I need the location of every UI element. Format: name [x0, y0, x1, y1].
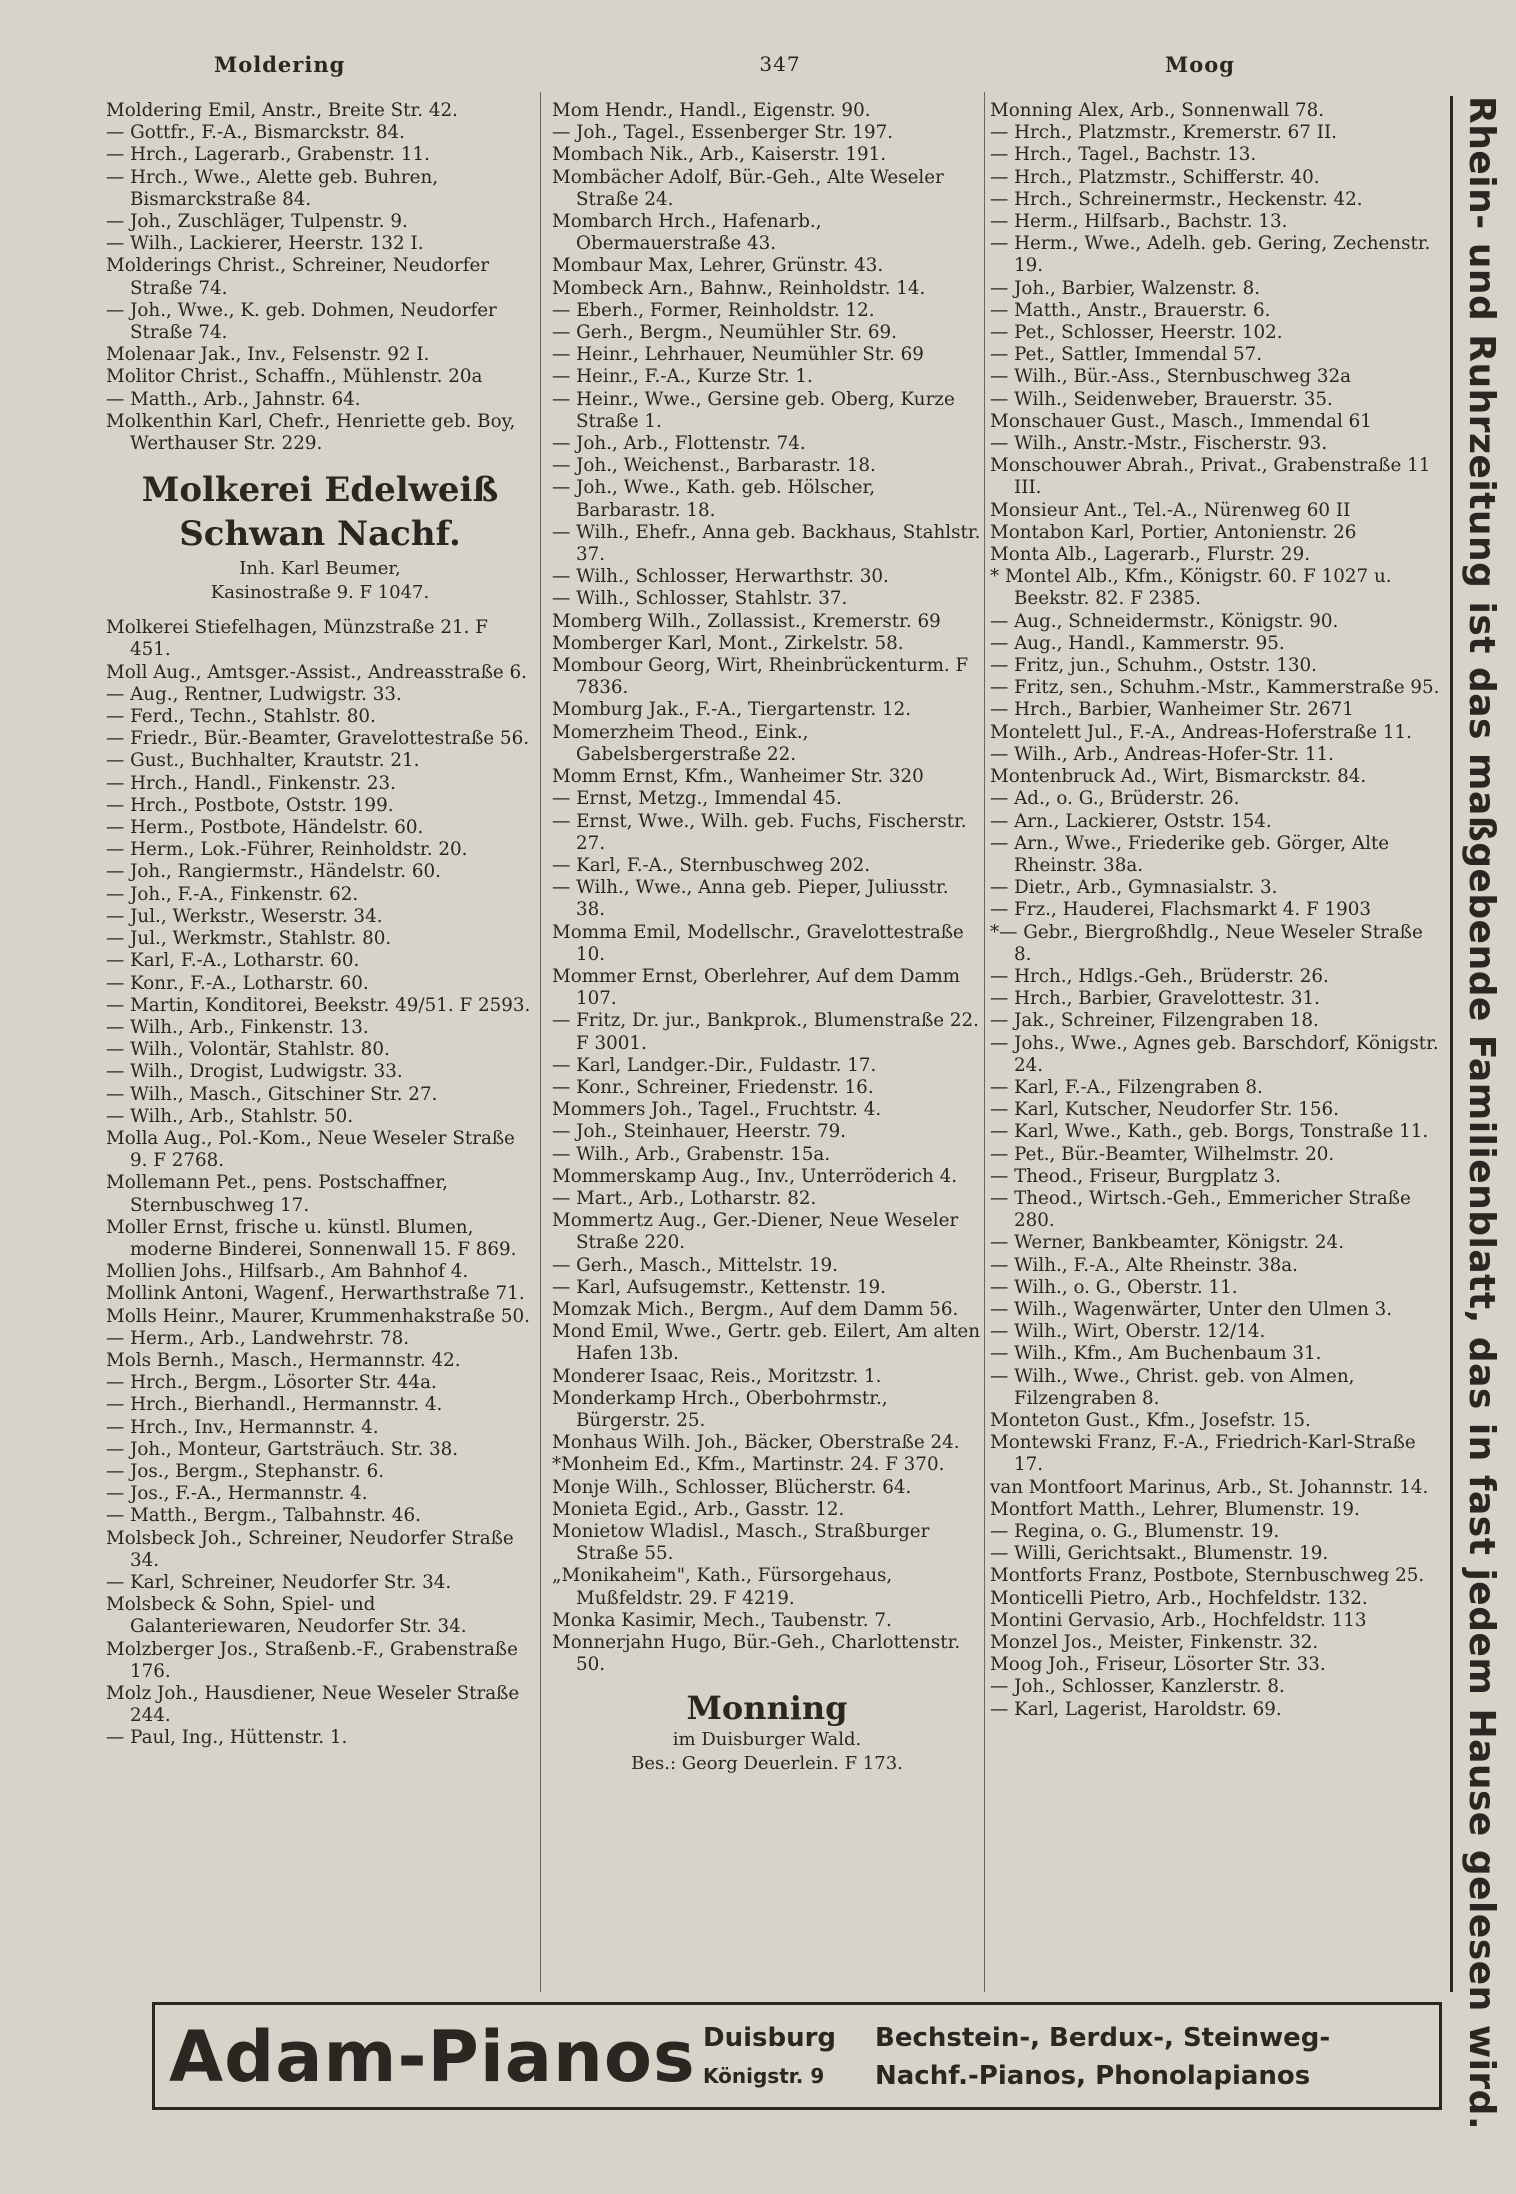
directory-entry: — Heinr., Lehrhauer, Neumühler Str. 69 — [552, 344, 924, 366]
directory-entry: Monieta Egid., Arb., Gasstr. 12. — [552, 1498, 845, 1520]
directory-entry: — Fritz, sen., Schuhm.-Mstr., Kammerstraße 95. — [990, 677, 1440, 699]
directory-entry: Momzak Mich., Bergm., Auf dem Damm 56. — [552, 1298, 959, 1320]
ad-title-1: Molkerei Edelweiß — [141, 470, 499, 511]
directory-entry: Mollink Antoni, Wagenf., Herwarthstraße 71. — [106, 1283, 525, 1305]
directory-entry: — Jos., F.-A., Hermannstr. 4. — [106, 1483, 368, 1505]
directory-entry: Montforts Franz, Postbote, Sternbuschweg 25. — [990, 1565, 1425, 1587]
directory-entry: — Mart., Arb., Lotharstr. 82. — [552, 1187, 817, 1209]
directory-entry: Molz Joh., Hausdiener, Neue Weseler Straße 244. — [106, 1683, 520, 1727]
directory-entry: Mommer Ernst, Oberlehrer, Auf dem Damm 107. — [552, 965, 961, 1010]
directory-entry: — Pet., Sattler, Immendal 57. — [990, 344, 1263, 366]
directory-entry: Mombach Nik., Arb., Kaiserstr. 191. — [552, 144, 887, 166]
directory-entry: Moll Aug., Amtsger.-Assist., Andreasstraße 6. — [106, 661, 527, 683]
directory-entry: — Wilh., Arb., Stahlstr. 50. — [106, 1105, 354, 1127]
directory-entry: — Friedr., Bür.-Beamter, Gravelottestraße 56. — [106, 728, 530, 750]
directory-entry: — Aug., Handl., Kammerstr. 95. — [990, 632, 1285, 654]
directory-entry: Monhaus Wilh. Joh., Bäcker, Oberstraße 24. — [552, 1432, 960, 1454]
directory-entry: — Hrch., Lagerarb., Grabenstr. 11. — [106, 144, 430, 166]
directory-entry: — Joh., Steinhauer, Heerstr. 79. — [552, 1121, 847, 1143]
directory-entry: — Ernst, Wwe., Wilh. geb. Fuchs, Fischerstr. 27. — [552, 810, 967, 854]
directory-entry: — Hrch., Tagel., Bachstr. 13. — [990, 144, 1257, 166]
directory-entry: Monje Wilh., Schlosser, Blücherstr. 64. — [552, 1476, 912, 1498]
directory-entry: — Wilh., Volontär, Stahlstr. 80. — [106, 1039, 390, 1061]
directory-entry: — Karl, Lagerist, Haroldstr. 69. — [990, 1698, 1282, 1720]
directory-entry: — Ad., o. G., Brüderstr. 26. — [990, 788, 1240, 810]
directory-entry: — Hrch., Handl., Finkenstr. 23. — [106, 772, 396, 794]
directory-entry: Montfort Matth., Lehrer, Blumenstr. 19. — [990, 1498, 1360, 1520]
directory-entry: Montini Gervasio, Arb., Hochfeldstr. 113 — [990, 1609, 1367, 1631]
ad-location — [703, 2019, 836, 2095]
directory-entry: Mombaur Max, Lehrer, Grünstr. 43. — [552, 255, 884, 277]
directory-entry: Moog Joh., Friseur, Lösorter Str. 33. — [990, 1654, 1326, 1676]
directory-entry: — Jul., Werkmstr., Stahlstr. 80. — [106, 928, 392, 950]
directory-entry: — Karl, Aufsugemstr., Kettenstr. 19. — [552, 1276, 886, 1298]
directory-entry: — Regina, o. G., Blumenstr. 19. — [990, 1521, 1280, 1542]
directory-entry: — Wilh., Masch., Gitschiner Str. 27. — [106, 1083, 438, 1105]
directory-entry: Monderer Isaac, Reis., Moritzstr. 1. — [552, 1365, 882, 1387]
directory-entry: Molderings Christ., Schreiner, Neudorfer Straße 74. — [106, 255, 490, 299]
directory-entry: — Joh., Arb., Flottenstr. 74. — [552, 433, 806, 455]
directory-entry: — Konr., Schreiner, Friedenstr. 16. — [552, 1076, 874, 1098]
directory-entry: — Willi, Gerichtsakt., Blumenstr. 19. — [990, 1543, 1329, 1565]
directory-entry: — Wilh., Kfm., Am Buchenbaum 31. — [990, 1343, 1322, 1365]
directory-entry: Molzberger Jos., Straßenb.-F., Grabenstraße 176. — [106, 1638, 518, 1682]
ad-line-2: Bes.: Georg Deuerlein. F 173. — [631, 1753, 903, 1775]
directory-entry: — Gerh., Masch., Mittelstr. 19. — [552, 1254, 838, 1276]
ad-products-line-2: Nachf.-Pianos, Phonolapianos — [875, 2061, 1311, 2091]
directory-entry: — Gust., Buchhalter, Krautstr. 21. — [106, 750, 420, 772]
ad-address: Kasinostraße 9. F 1047. — [210, 582, 430, 604]
directory-entry: — Herm., Lok.-Führer, Reinholdstr. 20. — [106, 839, 468, 861]
page-number: 347 — [759, 52, 801, 76]
directory-entry: — Hrch., Platzmstr., Kremerstr. 67 II. — [990, 122, 1337, 144]
directory-entry: Momm Ernst, Kfm., Wanheimer Str. 320 — [552, 766, 924, 788]
directory-entry: — Arn., Wwe., Friederike geb. Görger, Alte Rheinstr. 38a. — [990, 832, 1390, 876]
directory-entry: — Joh., Weichenst., Barbarastr. 18. — [552, 455, 876, 477]
ad-products-line-1: Bechstein-, Berdux-, Steinweg- — [875, 2023, 1331, 2053]
directory-entry: Mommers Joh., Tagel., Fruchtstr. 4. — [552, 1099, 882, 1121]
directory-entry: Mond Emil, Wwe., Gertr. geb. Eilert, Am alten Hafen 13b. — [552, 1321, 981, 1365]
directory-entry: — Jos., Bergm., Stephanstr. 6. — [106, 1460, 385, 1482]
directory-entry: — Karl, Schreiner, Neudorfer Str. 34. — [106, 1571, 452, 1593]
bottom-advertisement — [152, 2002, 1442, 2110]
directory-entry: Momberg Wilh., Zollassist., Kremerstr. 69 — [552, 610, 941, 632]
directory-entry: — Wilh., Wwe., Christ. geb. von Almen, Filzengraben 8. — [990, 1365, 1355, 1409]
ad-line-1: im Duisburger Wald. — [672, 1729, 862, 1751]
directory-entry: Molkenthin Karl, Chefr., Henriette geb. Boy, Werthauser Str. 229. — [106, 410, 516, 455]
molkerei-ad — [106, 469, 534, 605]
directory-entry: — Joh., Schlosser, Kanzlerstr. 8. — [990, 1676, 1285, 1698]
directory-entry: — Karl, Kutscher, Neudorfer Str. 156. — [990, 1099, 1339, 1121]
directory-entry: — Werner, Bankbeamter, Königstr. 24. — [990, 1232, 1344, 1254]
directory-entry: — Arn., Lackierer, Oststr. 154. — [990, 810, 1272, 832]
directory-entry: Mollemann Pet., pens. Postschaffner, Sternbuschweg 17. — [106, 1172, 448, 1216]
directory-entry: — Konr., F.-A., Lotharstr. 60. — [106, 972, 369, 994]
directory-entry: — Herm., Wwe., Adelh. geb. Gering, Zechenstr. 19. — [990, 233, 1431, 277]
directory-entry: — Karl, Wwe., Kath., geb. Borgs, Tonstraße 11. — [990, 1121, 1429, 1143]
directory-entry: — Hrch., Hdlgs.-Geh., Brüderstr. 26. — [990, 965, 1329, 987]
directory-entry: — Heinr., Wwe., Gersine geb. Oberg, Kurze Straße 1. — [552, 388, 955, 432]
directory-entry: Momburg Jak., F.-A., Tiergartenstr. 12. — [552, 699, 912, 721]
directory-entry: Monzel Jos., Meister, Finkenstr. 32. — [990, 1632, 1319, 1654]
directory-entry: Mommertz Aug., Ger.-Diener, Neue Weseler Straße 220. — [552, 1210, 959, 1254]
directory-entry: „Monikaheim", Kath., Fürsorgehaus, Mußfeldstr. 29. F 4219. — [552, 1565, 893, 1609]
directory-entry: — Herm., Arb., Landwehrstr. 78. — [106, 1327, 410, 1349]
directory-entry: — Theod., Friseur, Burgplatz 3. — [990, 1165, 1281, 1187]
directory-entry: Monderkamp Hrch., Oberbohrmstr., Bürgerstr. 25. — [552, 1387, 888, 1431]
directory-entry: Mombächer Adolf, Bür.-Geh., Alte Weseler Straße 24. — [552, 166, 944, 210]
ad-city: Duisburg — [703, 2023, 837, 2053]
directory-entry: — Joh., Zuschläger, Tulpenstr. 9. — [106, 211, 408, 233]
directory-entry: — Wilh., Anstr.-Mstr., Fischerstr. 93. — [990, 433, 1328, 455]
directory-entry: Molla Aug., Pol.-Kom., Neue Weseler Straße 9. F 2768. — [106, 1127, 515, 1172]
directory-entry: — Joh., Barbier, Walzenstr. 8. — [990, 277, 1261, 299]
column-divider — [984, 92, 985, 1992]
ad-owner: Inh. Karl Beumer, — [239, 558, 401, 580]
directory-entry: — Karl, F.-A., Sternbuschweg 202. — [552, 854, 871, 876]
directory-entry: — Joh., F.-A., Finkenstr. 62. — [106, 883, 359, 905]
directory-entry: — Pet., Bür.-Beamter, Wilhelmstr. 20. — [990, 1143, 1335, 1165]
directory-entry: Monietow Wladisl., Masch., Straßburger Straße 55. — [552, 1521, 930, 1565]
directory-entry: — Karl, F.-A., Filzengraben 8. — [990, 1076, 1263, 1098]
directory-entry: Mombeck Arn., Bahnw., Reinholdstr. 14. — [552, 277, 926, 299]
directory-entry: — Joh., Tagel., Essenberger Str. 197. — [552, 122, 894, 144]
directory-entry: — Karl, F.-A., Lotharstr. 60. — [106, 950, 360, 972]
column-3 — [990, 100, 1440, 1721]
directory-entry: Montenbruck Ad., Wirt, Bismarckstr. 84. — [990, 766, 1367, 788]
directory-entry: — Hrch., Wwe., Alette geb. Buhren, Bismarckstraße 84. — [106, 166, 439, 210]
directory-entry: — Aug., Rentner, Ludwigstr. 33. — [106, 683, 402, 705]
running-head-left: Moldering — [214, 52, 346, 77]
directory-entry: — Wilh., Arb., Grabenstr. 15a. — [552, 1143, 831, 1165]
ad-brand: Adam-Pianos — [169, 2016, 696, 2098]
directory-entry: — Karl, Landger.-Dir., Fuldastr. 17. — [552, 1054, 877, 1076]
column-2 — [552, 100, 982, 1776]
monning-ad — [552, 1688, 982, 1776]
directory-entry: — Wilh., Wagenwärter, Unter den Ulmen 3. — [990, 1298, 1393, 1320]
directory-entry: Montabon Karl, Portier, Antonienstr. 26 — [990, 521, 1357, 543]
directory-entry: Monteton Gust., Kfm., Josefstr. 15. — [990, 1409, 1311, 1431]
directory-entry: — Aug., Schneidermstr., Königstr. 90. — [990, 610, 1339, 632]
directory-entry: — Wilh., o. G., Oberstr. 11. — [990, 1276, 1238, 1298]
directory-entry: — Fritz, Dr. jur., Bankprok., Blumenstraße 22. F 3001. — [552, 1010, 979, 1054]
directory-entry: Monta Alb., Lagerarb., Flurstr. 29. — [990, 544, 1311, 566]
directory-entry: Mombarch Hrch., Hafenarb., Obermauerstraße 43. — [552, 211, 822, 255]
directory-entry: — Dietr., Arb., Gymnasialstr. 3. — [990, 877, 1278, 899]
directory-entry: — Hrch., Barbier, Wanheimer Str. 2671 — [990, 699, 1354, 721]
directory-entry: Monschouwer Abrah., Privat., Grabenstraße 11 III. — [990, 455, 1431, 499]
directory-entry: — Wilh., Schlosser, Herwarthstr. 30. — [552, 566, 889, 588]
directory-entry: Moller Ernst, frische u. künstl. Blumen, moderne Binderei, Sonnenwall 15. F 869. — [106, 1216, 517, 1260]
directory-entry: — Wilh., Ehefr., Anna geb. Backhaus, Stahlstr. 37. — [552, 521, 981, 566]
column-divider — [540, 92, 541, 1992]
directory-entry: Molsbeck & Sohn, Spiel- und Galanteriewaren, Neudorfer Str. 34. — [106, 1594, 467, 1638]
directory-entry: Molenaar Jak., Inv., Felsenstr. 92 I. — [106, 344, 430, 366]
directory-entry: — Hrch., Platzmstr., Schifferstr. 40. — [990, 166, 1320, 188]
directory-entry: Momma Emil, Modellschr., Gravelottestraße 10. — [552, 921, 964, 965]
directory-entry: — Hrch., Bergm., Lösorter Str. 44a. — [106, 1372, 437, 1394]
directory-entry: — Hrch., Postbote, Oststr. 199. — [106, 794, 394, 816]
directory-entry: Mommerskamp Aug., Inv., Unterröderich 4. — [552, 1165, 958, 1187]
directory-entry: — Matth., Arb., Jahnstr. 64. — [106, 388, 361, 410]
directory-entry: — Gerh., Bergm., Neumühler Str. 69. — [552, 322, 897, 344]
directory-entry: — Eberh., Former, Reinholdstr. 12. — [552, 299, 875, 321]
side-banner-text: Rhein- und Ruhrzeitung ist das maßgebende Familienblatt, das in fast jedem Hause gelesen wird. — [1461, 96, 1502, 2131]
directory-entry: Moldering Emil, Anstr., Breite Str. 42. — [106, 100, 458, 121]
directory-entry: Mollien Johs., Hilfsarb., Am Bahnhof 4. — [106, 1261, 469, 1283]
directory-entry: — Joh., Wwe., Kath. geb. Hölscher, Barbarastr. 18. — [552, 477, 876, 521]
ad-street: Königstr. 9 — [703, 2064, 825, 2088]
directory-entry: Molsbeck Joh., Schreiner, Neudorfer Straße 34. — [106, 1527, 514, 1571]
directory-entry: — Hrch., Bierhandl., Hermannstr. 4. — [106, 1394, 443, 1416]
directory-entry: — Frz., Hauderei, Flachsmarkt 4. F 1903 — [990, 899, 1372, 921]
directory-entry: — Wilh., Arb., Finkenstr. 13. — [106, 1016, 369, 1038]
directory-entry: — Wilh., Bür.-Ass., Sternbuschweg 32a — [990, 366, 1351, 388]
directory-entry: — Wilh., Seidenweber, Brauerstr. 35. — [990, 388, 1333, 410]
ad-products — [875, 2019, 1330, 2095]
directory-entry: — Matth., Anstr., Brauerstr. 6. — [990, 299, 1271, 321]
directory-entry: — Joh., Wwe., K. geb. Dohmen, Neudorfer Straße 74. — [106, 299, 497, 344]
ad-title-2: Schwan Nachf. — [179, 514, 461, 555]
directory-entry: — Wilh., Arb., Andreas-Hofer-Str. 11. — [990, 743, 1334, 765]
directory-entry: Molls Heinr., Maurer, Krummenhakstraße 50. — [106, 1305, 530, 1327]
directory-entry: — Wilh., Lackierer, Heerstr. 132 I. — [106, 233, 424, 255]
directory-entry: Mols Bernh., Masch., Hermannstr. 42. — [106, 1349, 461, 1371]
directory-entry: Monschauer Gust., Masch., Immendal 61 — [990, 410, 1372, 432]
directory-entry: Monning Alex, Arb., Sonnenwall 78. — [990, 100, 1325, 121]
side-banner — [1450, 96, 1505, 2131]
directory-entry: Monsieur Ant., Tel.-A., Nürenweg 60 II — [990, 499, 1351, 521]
directory-entry: — Johs., Wwe., Agnes geb. Barschdorf, Königstr. 24. — [990, 1032, 1439, 1076]
directory-entry: — Pet., Schlosser, Heerstr. 102. — [990, 322, 1283, 344]
directory-entry: * Montel Alb., Kfm., Königstr. 60. F 1027 u. Beekstr. 82. F 2385. — [990, 566, 1392, 610]
directory-entry: Momerzheim Theod., Eink., Gabelsbergerstraße 22. — [552, 721, 809, 765]
directory-entry: Monticelli Pietro, Arb., Hochfeldstr. 132. — [990, 1587, 1368, 1609]
directory-entry: Monnerjahn Hugo, Bür.-Geh., Charlottenstr. 50. — [552, 1632, 961, 1676]
directory-entry: — Jul., Werkstr., Weserstr. 34. — [106, 905, 383, 927]
directory-entry: — Heinr., F.-A., Kurze Str. 1. — [552, 366, 813, 388]
directory-entry: Mom Hendr., Handl., Eigenstr. 90. — [552, 100, 871, 121]
directory-entry: — Wilh., Drogist, Ludwigstr. 33. — [106, 1061, 403, 1083]
directory-entry: Monka Kasimir, Mech., Taubenstr. 7. — [552, 1609, 892, 1631]
directory-entry: — Fritz, jun., Schuhm., Oststr. 130. — [990, 655, 1317, 677]
directory-entry: — Ferd., Techn., Stahlstr. 80. — [106, 706, 376, 728]
directory-entry: — Hrch., Schreinermstr., Heckenstr. 42. — [990, 188, 1363, 210]
directory-entry: — Wilh., Schlosser, Stahlstr. 37. — [552, 588, 848, 610]
directory-entry: Molkerei Stiefelhagen, Münzstraße 21. F 451. — [106, 617, 488, 661]
directory-entry: — Hrch., Barbier, Gravelottestr. 31. — [990, 988, 1320, 1010]
directory-entry: Mombour Georg, Wirt, Rheinbrückenturm. F 7836. — [552, 655, 969, 699]
directory-entry: — Herm., Hilfsarb., Bachstr. 13. — [990, 211, 1288, 233]
directory-entry: Momberger Karl, Mont., Zirkelstr. 58. — [552, 632, 904, 654]
directory-entry: Montewski Franz, F.-A., Friedrich-Karl-Straße 17. — [990, 1432, 1416, 1476]
directory-entry: — Herm., Postbote, Händelstr. 60. — [106, 817, 424, 839]
directory-entry: *— Gebr., Biergroßhdlg., Neue Weseler Straße 8. — [990, 921, 1423, 965]
directory-entry: — Joh., Rangiermstr., Händelstr. 60. — [106, 861, 441, 883]
directory-entry: *Monheim Ed., Kfm., Martinstr. 24. F 370. — [552, 1454, 945, 1476]
directory-entry: Molitor Christ., Schaffn., Mühlenstr. 20a — [106, 366, 483, 388]
directory-entry: — Joh., Monteur, Gartsträuch. Str. 38. — [106, 1438, 459, 1460]
directory-entry: — Wilh., Wirt, Oberstr. 12/14. — [990, 1321, 1266, 1343]
directory-entry: — Theod., Wirtsch.-Geh., Emmericher Straße 280. — [990, 1187, 1411, 1232]
directory-entry: — Martin, Konditorei, Beekstr. 49/51. F 2593. — [106, 994, 531, 1016]
directory-entry: — Ernst, Metzg., Immendal 45. — [552, 788, 842, 810]
ad-title: Monning — [686, 1689, 848, 1728]
running-head-right: Moog — [1165, 52, 1235, 77]
directory-entry: van Montfoort Marinus, Arb., St. Johannstr. 14. — [990, 1476, 1429, 1498]
directory-entry: — Gottfr., F.-A., Bismarckstr. 84. — [106, 122, 405, 144]
directory-entry: — Paul, Ing., Hüttenstr. 1. — [106, 1727, 348, 1749]
directory-entry: — Wilh., Wwe., Anna geb. Pieper, Juliusstr. 38. — [552, 877, 949, 921]
directory-entry: — Hrch., Inv., Hermannstr. 4. — [106, 1416, 379, 1438]
directory-entry: — Matth., Bergm., Talbahnstr. 46. — [106, 1505, 421, 1527]
directory-entry: — Wilh., F.-A., Alte Rheinstr. 38a. — [990, 1254, 1298, 1276]
column-1 — [106, 100, 534, 1750]
directory-entry: Montelett Jul., F.-A., Andreas-Hoferstraße 11. — [990, 721, 1412, 743]
directory-entry: — Jak., Schreiner, Filzengraben 18. — [990, 1010, 1319, 1032]
